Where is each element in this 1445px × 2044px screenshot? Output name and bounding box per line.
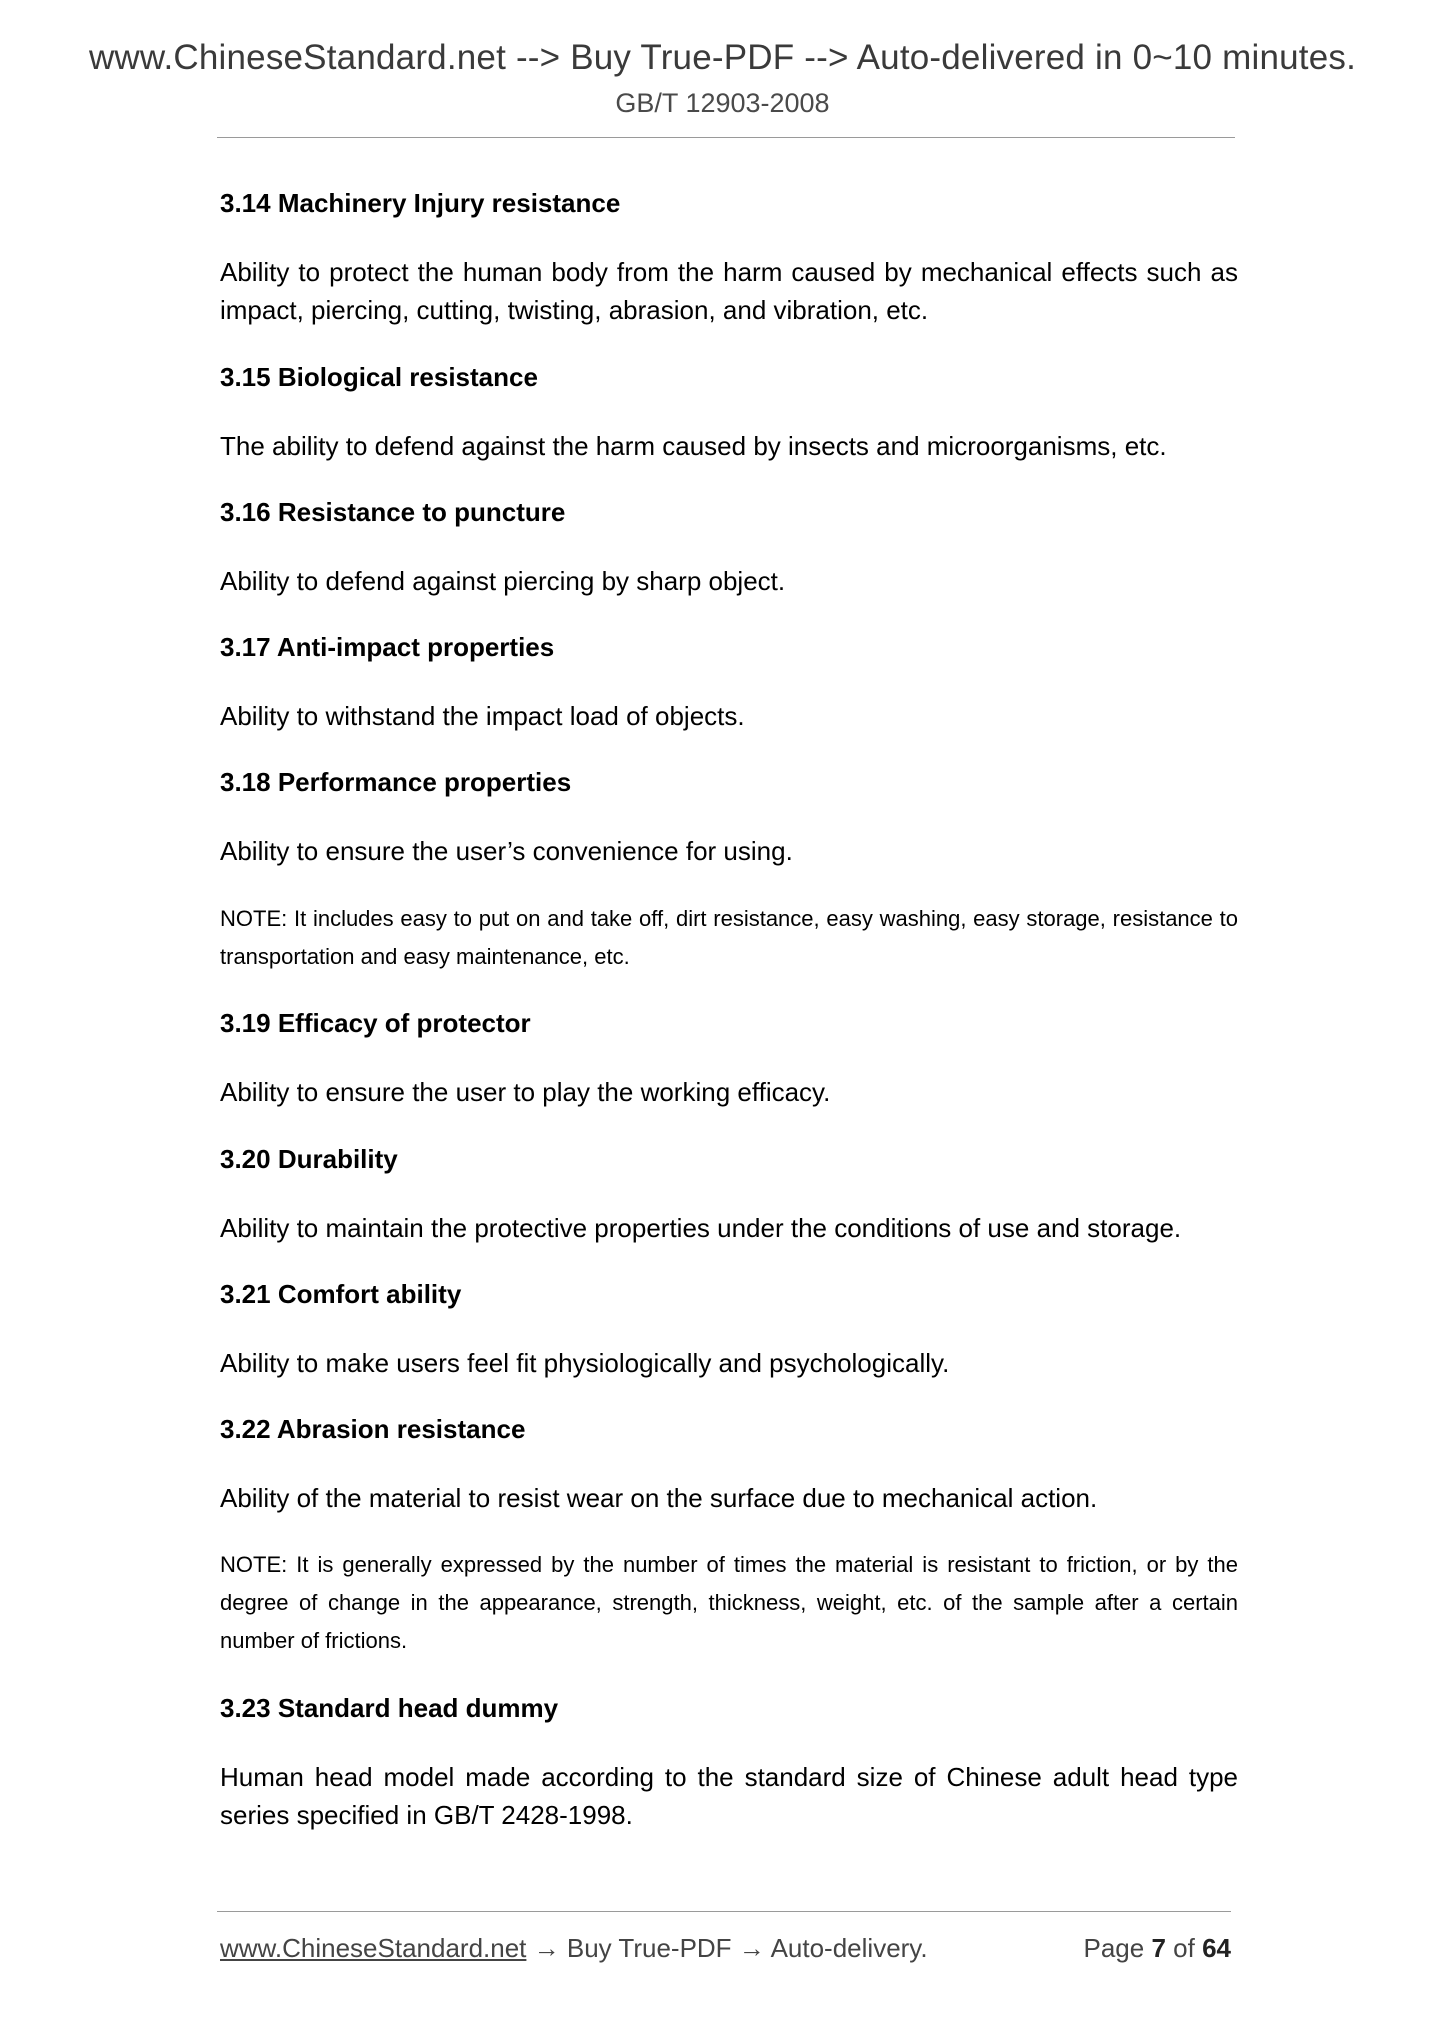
page-indicator (1083, 1933, 1231, 1964)
page-label: Page (1083, 1933, 1145, 1963)
of-label: of (1173, 1933, 1195, 1963)
term-heading: 3.16 Resistance to puncture (220, 497, 566, 527)
term-note: NOTE: It includes easy to put on and take off, dirt resistance, easy washing, easy storage, resistance to transportation and easy maintenance, etc. (220, 906, 1238, 969)
term-heading: 3.14 Machinery Injury resistance (220, 188, 621, 218)
term-heading: 3.15 Biological resistance (220, 362, 538, 392)
footer-left (220, 1933, 928, 1964)
footer-site-link[interactable]: www.ChineseStandard.net (220, 1933, 527, 1963)
term-heading: 3.17 Anti-impact properties (220, 632, 555, 662)
term-definition: Ability to ensure the user to play the working efficacy. (220, 1077, 831, 1107)
term-heading: 3.18 Performance properties (220, 767, 572, 797)
term-definition: Ability to protect the human body from the harm caused by mechanical effects such as impact, piercing, cutting, twisting, abrasion, and vibration, etc. (220, 257, 1238, 325)
header-banner: www.ChineseStandard.net --> Buy True-PDF --> Auto-delivered in 0~10 minutes. (88, 38, 1357, 77)
term-definition: The ability to defend against the harm caused by insects and microorganisms, etc. (220, 431, 1167, 461)
term-definition: Ability to ensure the user’s convenience for using. (220, 836, 793, 866)
standard-code: GB/T 12903-2008 (615, 88, 830, 118)
term-note: NOTE: It is generally expressed by the number of times the material is resistant to friction, or by the degree of change in the appearance, strength, thickness, weight, etc. of the sample after a certain number of frictions. (220, 1552, 1238, 1653)
term-heading: 3.23 Standard head dummy (220, 1693, 559, 1723)
footer-tagline: → Buy True-PDF → Auto-delivery. (526, 1933, 928, 1963)
term-definition: Ability to withstand the impact load of objects. (220, 701, 745, 731)
page-current: 7 (1151, 1933, 1166, 1963)
header-divider (217, 137, 1235, 138)
footer-divider (217, 1911, 1231, 1912)
term-heading: 3.19 Efficacy of protector (220, 1008, 531, 1038)
page-total: 64 (1202, 1933, 1231, 1963)
term-heading: 3.22 Abrasion resistance (220, 1414, 526, 1444)
term-definition: Ability to make users feel fit physiologically and psychologically. (220, 1348, 950, 1378)
term-definition: Ability to maintain the protective properties under the conditions of use and storage. (220, 1213, 1182, 1243)
term-heading: 3.20 Durability (220, 1144, 398, 1174)
term-definition: Ability of the material to resist wear on the surface due to mechanical action. (220, 1483, 1098, 1513)
term-definition: Ability to defend against piercing by sharp object. (220, 566, 786, 596)
term-heading: 3.21 Comfort ability (220, 1279, 462, 1309)
term-definition: Human head model made according to the standard size of Chinese adult head type series specified in GB/T 2428-1998. (220, 1762, 1238, 1830)
